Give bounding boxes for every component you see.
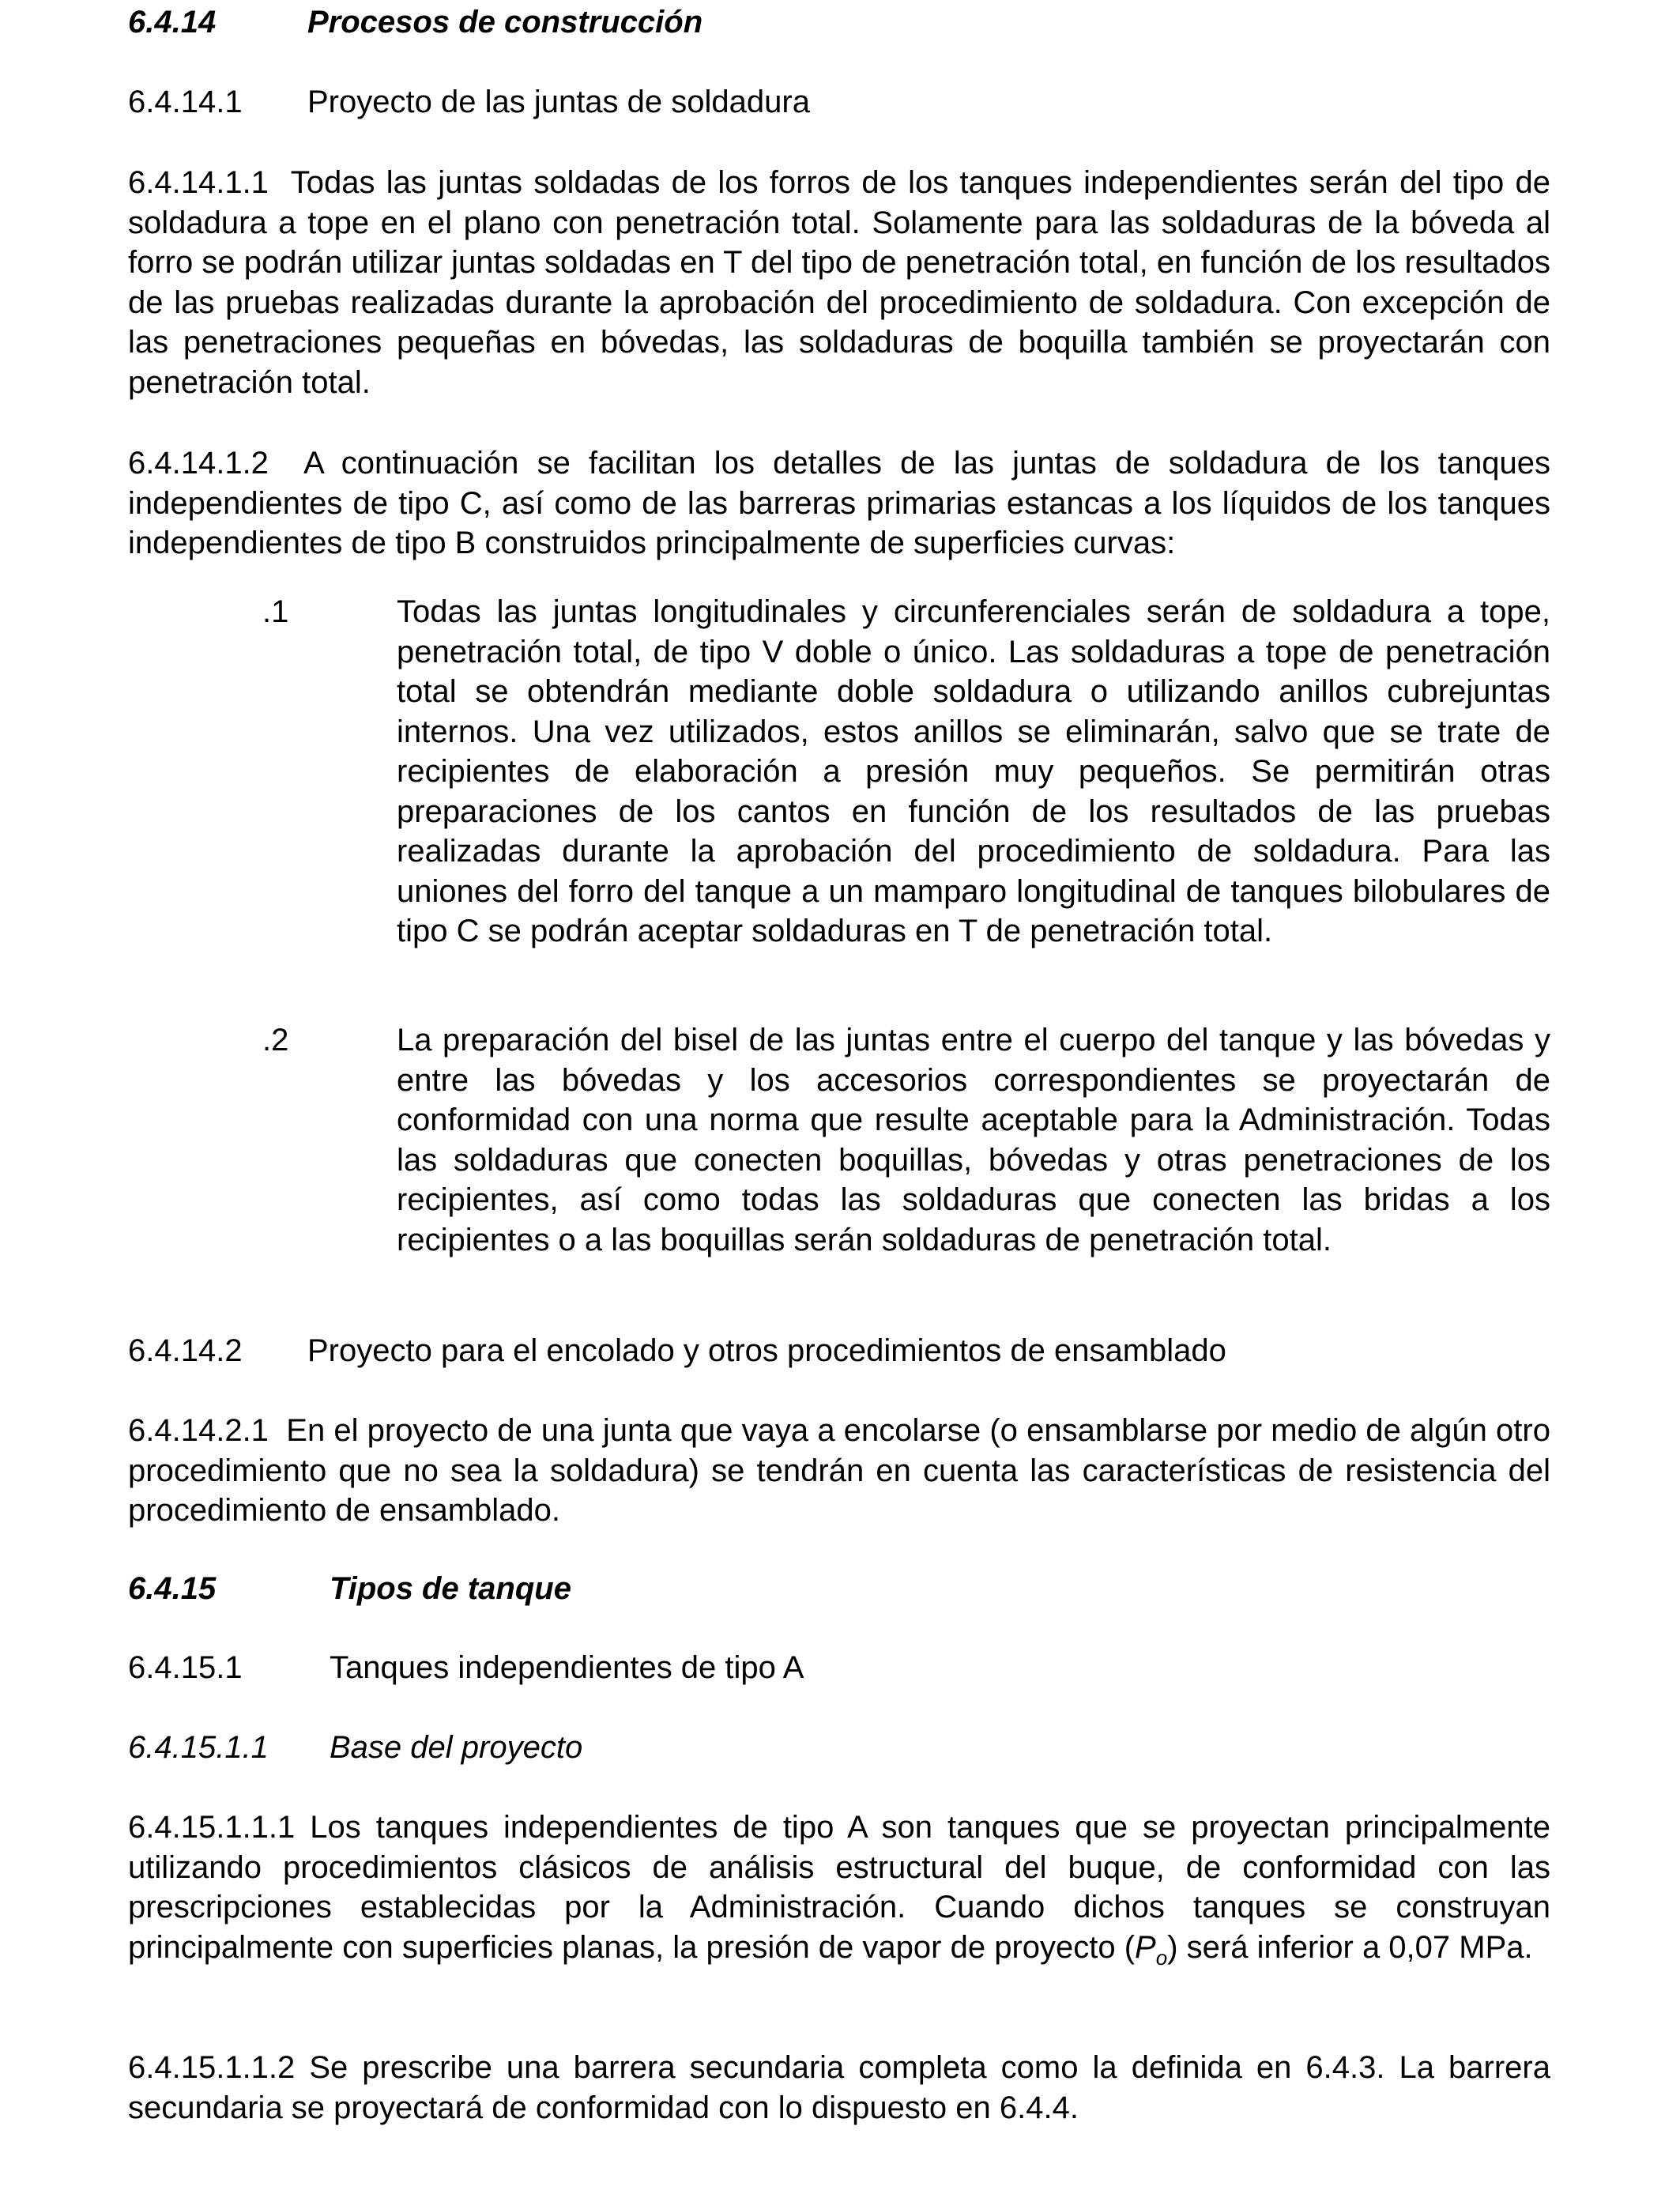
heading-6-4-15-1	[128, 1648, 1550, 1687]
paragraph-text: Los tanques independientes de tipo A son tanques que se proyectan principalmente utilizando procedimientos clásicos de análisis estructural del buque, de conformidad con las prescripciones establecidas por la Administración. Cuando dichos tanques se construyan principalmente con superficies planas, la presión de vapor de proyecto (	[128, 1810, 1550, 1965]
list-item-text: La preparación del bisel de las juntas entre el cuerpo del tanque y las bóvedas y entre las bóvedas y los accesorios correspondientes se proyectarán de conformidad con una norma que resulte aceptable para la Administración. Todas las soldaduras que conecten boquillas, bóvedas y otras penetraciones de los recipientes, así como todas las soldaduras que conecten las bridas a los recipientes o a las boquillas serán soldaduras de penetración total.	[397, 1023, 1550, 1257]
heading-title: Proyecto para el encolado y otros procedimientos de ensamblado	[307, 1333, 1226, 1368]
paragraph-number: 6.4.14.2.1	[128, 1413, 269, 1448]
heading-number: 6.4.15	[128, 1571, 217, 1606]
heading-title: Base del proyecto	[330, 1730, 583, 1765]
heading-title: Tipos de tanque	[330, 1571, 571, 1606]
paragraph-6-4-15-1-1-2	[128, 2048, 1550, 2128]
heading-6-4-14-1	[128, 82, 1550, 122]
list-item-number: .2	[262, 1023, 289, 1057]
heading-6-4-15	[128, 1569, 1550, 1608]
heading-number: 6.4.15.1	[128, 1650, 243, 1685]
paragraph-number: 6.4.14.1.2	[128, 446, 269, 481]
paragraph-6-4-14-2-1	[128, 1411, 1550, 1531]
paragraph-number: 6.4.14.1.1	[128, 165, 269, 200]
heading-number: 6.4.14.1	[128, 85, 243, 119]
paragraph-text: Se prescribe una barrera secundaria completa como la definida en 6.4.3. La barrera secundaria se proyectará de conformidad con lo dispuesto en 6.4.4.	[128, 2050, 1550, 2125]
paragraph-text: A continuación se facilitan los detalles de las juntas de soldadura de los tanques independientes de tipo C, así como de las barreras primarias estancas a los líquidos de los tanques independientes de tipo B construidos principalmente de superficies curvas:	[128, 446, 1550, 560]
heading-number: 6.4.14	[128, 5, 217, 40]
paragraph-number: 6.4.15.1.1.1	[128, 1810, 296, 1845]
pressure-symbol: P	[1135, 1929, 1156, 1965]
list-item-text: Todas las juntas longitudinales y circunferenciales serán de soldadura a tope, penetración total, de tipo V doble o único. Las soldaduras a tope de penetración total se obtendrán mediante doble soldadura o utilizando anillos cubrejuntas internos. Una vez utilizados, estos anillos se eliminarán, salvo que se trate de recipientes de elaboración a presión muy pequeños. Se permitirán otras preparaciones de los cantos en función de los resultados de las pruebas realizadas durante la aprobación del procedimiento de soldadura. Para las uniones del forro del tanque a un mamparo longitudinal de tanques bilobulares de tipo C se podrán aceptar soldaduras en T de penetración total.	[397, 594, 1550, 948]
list-item-number: .1	[262, 594, 289, 629]
pressure-subscript: o	[1155, 1945, 1168, 1970]
heading-title: Procesos de construcción	[307, 5, 703, 40]
paragraph-text: En el proyecto de una junta que vaya a encolarse (o ensamblarse por medio de algún otro procedimiento que no sea la soldadura) se tendrán en cuenta las características de resistencia del procedimiento de ensamblado.	[128, 1413, 1550, 1528]
heading-title: Proyecto de las juntas de soldadura	[307, 85, 810, 119]
list-item-2	[128, 1020, 1550, 1260]
paragraph-number: 6.4.15.1.1.2	[128, 2050, 296, 2085]
heading-6-4-15-1-1	[128, 1728, 1550, 1767]
heading-6-4-14-2	[128, 1331, 1550, 1370]
heading-6-4-14	[128, 2, 1550, 42]
paragraph-text: Todas las juntas soldadas de los forros de los tanques independientes serán del tipo de soldadura a tope en el plano con penetración total. Solamente para las soldaduras de la bóveda al forro se podrán utilizar juntas soldadas en T del tipo de penetración total, en función de los resultados de las pruebas realizadas durante la aprobación del procedimiento de soldadura. Con excepción de las penetraciones pequeñas en bóvedas, las soldaduras de boquilla también se proyectarán con penetración total.	[128, 165, 1550, 400]
list-item-1	[128, 592, 1550, 952]
paragraph-6-4-14-1-1	[128, 163, 1550, 402]
paragraph-text-end: ) será inferior a 0,07 MPa.	[1167, 1929, 1533, 1965]
paragraph-6-4-14-1-2	[128, 443, 1550, 564]
paragraph-6-4-15-1-1-1	[128, 1808, 1550, 1970]
heading-title: Tanques independientes de tipo A	[330, 1650, 804, 1685]
heading-number: 6.4.15.1.1	[128, 1730, 269, 1765]
heading-number: 6.4.14.2	[128, 1333, 243, 1368]
